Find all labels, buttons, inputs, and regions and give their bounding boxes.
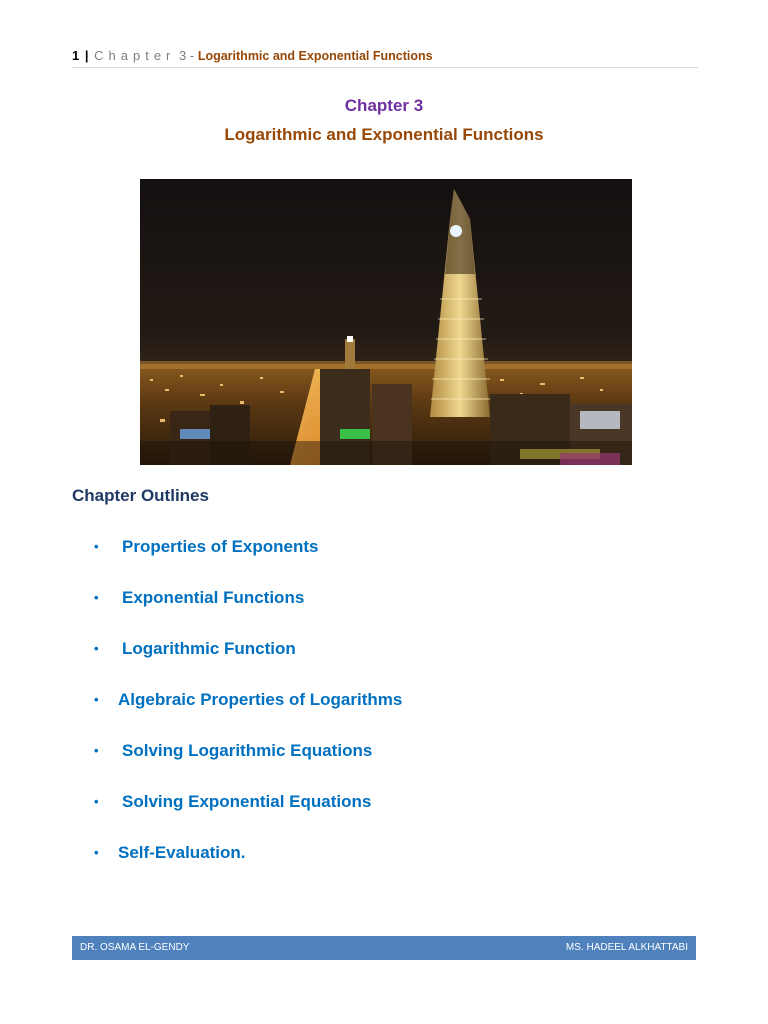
- footer-author-left: DR. OSAMA EL-GENDY: [80, 942, 190, 953]
- outline-item-label: Properties of Exponents: [122, 537, 319, 556]
- outline-item-label: Self-Evaluation.: [118, 843, 246, 862]
- city-skyline-photo: [140, 179, 632, 465]
- header-dash: -: [189, 48, 195, 63]
- outline-item-self-evaluation[interactable]: [94, 841, 246, 865]
- bullet-icon: •: [94, 539, 99, 554]
- header-divider: [72, 67, 698, 68]
- bullet-icon: •: [94, 641, 99, 656]
- outlines-heading: Chapter Outlines: [72, 486, 209, 505]
- bullet-icon: •: [94, 590, 99, 605]
- header-chapter-number: 3: [179, 48, 187, 63]
- outline-item-label: Solving Exponential Equations: [122, 792, 372, 811]
- chapter-title: Chapter 3: [344, 96, 424, 115]
- outline-item-properties-of-exponents[interactable]: [94, 535, 318, 559]
- bullet-icon: •: [94, 794, 99, 809]
- outline-item-solving-logarithmic-equations[interactable]: [94, 739, 372, 763]
- footer-author-right: MS. HADEEL ALKHATTABI: [565, 942, 688, 953]
- outline-item-logarithmic-function[interactable]: [94, 637, 296, 661]
- outline-item-label: Exponential Functions: [122, 588, 305, 607]
- bullet-icon: •: [94, 743, 99, 758]
- bullet-icon: •: [94, 845, 99, 860]
- outline-item-solving-exponential-equations[interactable]: [94, 790, 371, 814]
- outline-item-label: Algebraic Properties of Logarithms: [118, 690, 403, 709]
- outline-item-algebraic-properties[interactable]: [94, 688, 402, 712]
- bullet-icon: •: [94, 692, 99, 707]
- page-number: 1: [72, 48, 80, 63]
- page-footer: [72, 936, 696, 960]
- page-header: [72, 47, 698, 65]
- outline-item-label: Logarithmic Function: [122, 639, 296, 658]
- outline-item-label: Solving Logarithmic Equations: [122, 741, 373, 760]
- header-separator: |: [84, 48, 89, 63]
- outline-item-exponential-functions[interactable]: [94, 586, 304, 610]
- header-title: Logarithmic and Exponential Functions: [197, 49, 433, 63]
- header-chapter-word: Chapter: [94, 48, 176, 63]
- chapter-subtitle: Logarithmic and Exponential Functions: [224, 125, 544, 144]
